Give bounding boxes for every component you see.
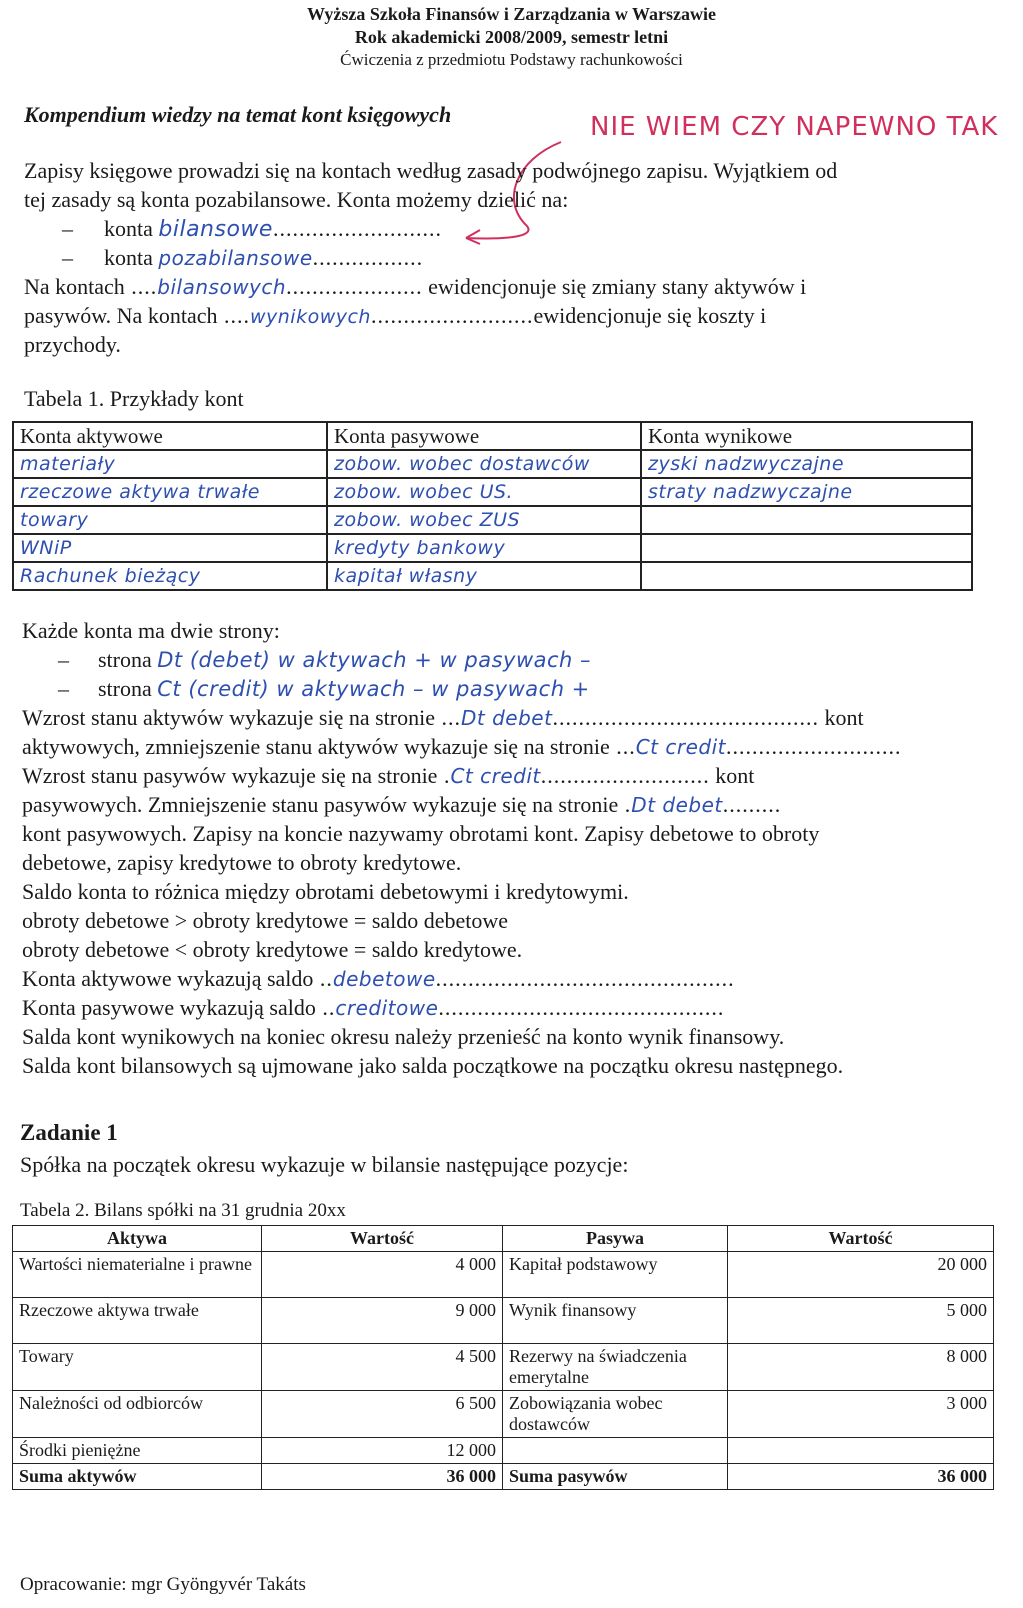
dash: – bbox=[62, 216, 73, 241]
answer-wynikowych: wynikowych bbox=[249, 306, 371, 328]
handwritten-note: NIE WIEM CZY NAPEWNO TAK bbox=[590, 112, 999, 142]
table-header-row bbox=[13, 422, 972, 450]
rule-line-4: pasywowych. Zmniejszenie stanu pasywów wykazuje się na stronie .Dt debet......... bbox=[22, 792, 782, 817]
rule-line-5: kont pasywowych. Zapisy na koncie nazywamy obrotami kont. Zapisy debetowe to obroty bbox=[22, 821, 820, 846]
side-credit: – strona Ct (credit) w aktywach – w pasywach + bbox=[58, 676, 590, 701]
table-row: Wartości niematerialne i prawne 4 000 Kapitał podstawowy 20 000 bbox=[13, 1252, 994, 1298]
rule-line-1: Wzrost stanu aktywów wykazuje się na stronie ...Dt debet......................................... kont bbox=[22, 705, 864, 730]
rule-line-8: obroty debetowe > obroty kredytowe = saldo debetowe bbox=[22, 908, 509, 933]
rule-line-12: Salda kont wynikowych na koniec okresu należy przenieść na konto wynik finansowy. bbox=[22, 1024, 785, 1049]
rule-line-6: debetowe, zapisy kredytowe to obroty kredytowe. bbox=[22, 850, 462, 875]
answer-side-credit: Ct (credit) w aktywach – w pasywach + bbox=[157, 677, 590, 701]
header-aktywowe: Konta aktywowe bbox=[13, 422, 327, 450]
table-row: materiały zobow. wobec dostawców zyski nadzwyczajne bbox=[13, 450, 972, 478]
intro-line-4: pasywów. Na kontach ....wynikowych.........................ewidencjonuje się koszty i bbox=[24, 303, 767, 328]
task-title: Zadanie 1 bbox=[20, 1120, 118, 1145]
konta-label: konta bbox=[104, 216, 153, 241]
header-wartosc-2: Wartość bbox=[728, 1226, 994, 1252]
task-text: Spółka na początek okresu wykazuje w bilansie następujące pozycje: bbox=[20, 1152, 629, 1177]
answer-side-debit: Dt (debet) w aktywach + w pasywach – bbox=[157, 648, 592, 672]
rule-line-13: Salda kont bilansowych są ujmowane jako salda początkowe na początku okresu następnego. bbox=[22, 1053, 844, 1078]
table-row: Rachunek bieżący kapitał własny bbox=[13, 562, 972, 590]
account-type-2: – konta pozabilansowe................. bbox=[62, 245, 424, 270]
header-school: Wyższa Szkoła Finansów i Zarządzania w Warszawie bbox=[307, 4, 716, 24]
table-row: Rzeczowe aktywa trwałe 9 000 Wynik finansowy 5 000 bbox=[13, 1298, 994, 1344]
rule-line-9: obroty debetowe < obroty kredytowe = saldo kredytowe. bbox=[22, 937, 523, 962]
table-row: WNiP kredyty bankowy bbox=[13, 534, 972, 562]
answer-bilansowych: bilansowych bbox=[157, 275, 287, 299]
page-title: Kompendium wiedzy na temat kont księgowych bbox=[24, 102, 452, 127]
table-row: Towary 4 500 Rezerwy na świadczenia emerytalne 8 000 bbox=[13, 1344, 994, 1391]
table-row: rzeczowe aktywa trwałe zobow. wobec US. straty nadzwyczajne bbox=[13, 478, 972, 506]
intro-line-1: Zapisy księgowe prowadzi się na kontach według zasady podwójnego zapisu. Wyjątkiem od bbox=[24, 158, 838, 183]
intro-line-2: tej zasady są konta pozabilansowe. Konta możemy dzielić na: bbox=[24, 187, 569, 212]
intro-line-5: przychody. bbox=[24, 332, 121, 357]
rule-line-2: aktywowych, zmniejszenie stanu aktywów wykazuje się na stronie ...Ct credit........................... bbox=[22, 734, 902, 759]
header-wynikowe: Konta wynikowe bbox=[641, 422, 972, 450]
answer-bilansowe: bilansowe bbox=[158, 217, 273, 242]
table2-caption: Tabela 2. Bilans spółki na 31 grudnia 20xx bbox=[20, 1200, 346, 1221]
table-row: Środki pieniężne 12 000 bbox=[13, 1438, 994, 1464]
table-sum-row: Suma aktywów 36 000 Suma pasywów 36 000 bbox=[13, 1464, 994, 1490]
rule-line-7: Saldo konta to różnica między obrotami debetowymi i kredytowymi. bbox=[22, 879, 629, 904]
header-pasywa: Pasywa bbox=[503, 1226, 728, 1252]
account-type-1: – konta bilansowe.......................... bbox=[62, 216, 442, 242]
rule-line-11: Konta pasywowe wykazują saldo ..creditowe............................................ bbox=[22, 995, 725, 1020]
footer-author: Opracowanie: mgr Gyöngyvér Takáts bbox=[20, 1574, 306, 1595]
sides-intro: Każde konta ma dwie strony: bbox=[22, 618, 280, 643]
table-account-examples bbox=[12, 421, 973, 591]
header-wartosc-1: Wartość bbox=[262, 1226, 503, 1252]
rule-line-3: Wzrost stanu pasywów wykazuje się na stronie .Ct credit.......................... kont bbox=[22, 763, 755, 788]
side-debit: – strona Dt (debet) w aktywach + w pasywach – bbox=[58, 647, 592, 672]
table1-caption: Tabela 1. Przykłady kont bbox=[24, 386, 244, 411]
intro-line-3: Na kontach ....bilansowych..................... ewidencjonuje się zmiany stany aktywów i bbox=[24, 274, 807, 299]
table-header-row bbox=[13, 1226, 994, 1252]
answer-pozabilansowe: pozabilansowe bbox=[158, 246, 313, 270]
header-pasywowe: Konta pasywowe bbox=[327, 422, 641, 450]
table-balance-sheet bbox=[12, 1225, 994, 1490]
table-row: Należności od odbiorców 6 500 Zobowiązania wobec dostawców 3 000 bbox=[13, 1391, 994, 1438]
table-row: towary zobow. wobec ZUS bbox=[13, 506, 972, 534]
header-course: Ćwiczenia z przedmiotu Podstawy rachunkowości bbox=[340, 50, 683, 69]
header-year: Rok akademicki 2008/2009, semestr letni bbox=[354, 27, 669, 47]
rule-line-10: Konta aktywowe wykazują saldo ..debetowe.............................................. bbox=[22, 966, 735, 991]
header-aktywa: Aktywa bbox=[13, 1226, 262, 1252]
